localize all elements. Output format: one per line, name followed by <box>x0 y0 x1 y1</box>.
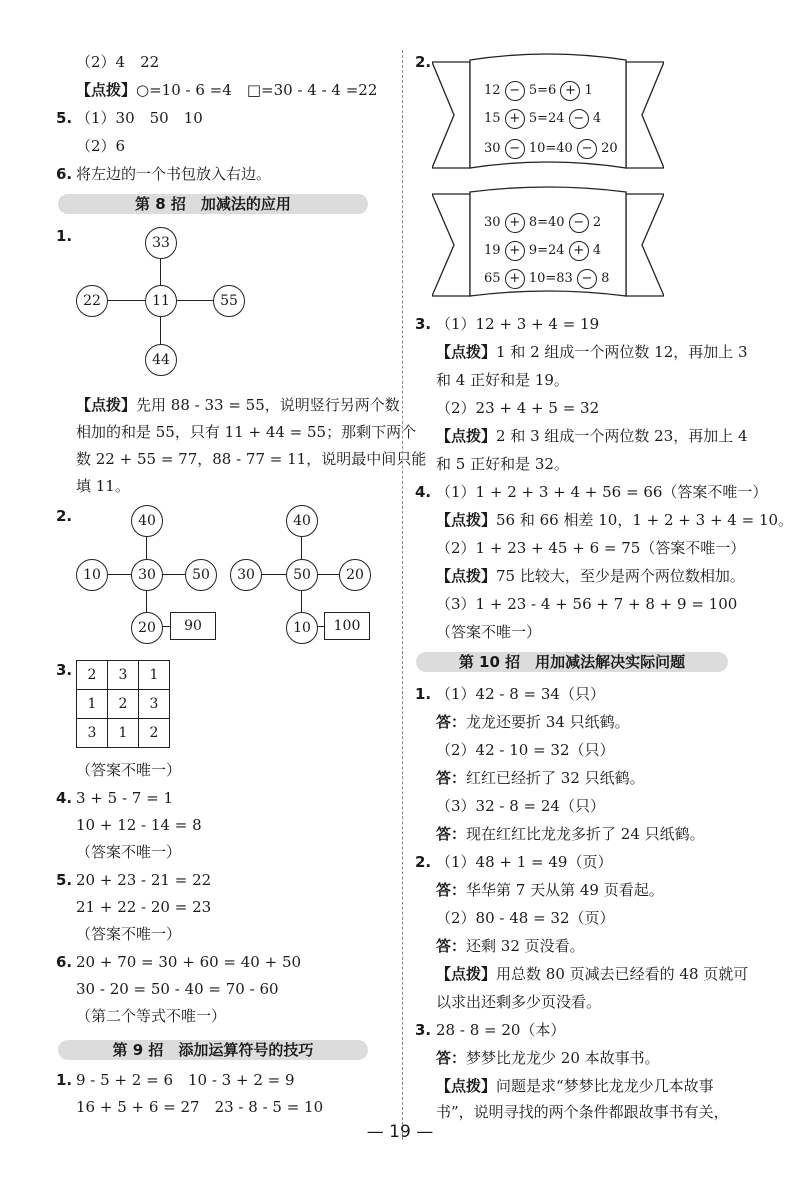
operand: 65 <box>484 271 501 286</box>
hint-line <box>436 510 793 530</box>
answer-tag: 答： <box>436 881 467 899</box>
hint-line: 以求出还剩多少页没看。 <box>436 993 602 1011</box>
hint-text: 2 和 3 组成一个两位数 23，再加上 4 <box>496 427 748 445</box>
question-number: 2. <box>415 853 432 871</box>
operator-circle: − <box>505 81 525 101</box>
hint-text-b: =30 - 4 - 4 =22 <box>261 81 378 99</box>
circle-center: 11 <box>145 285 177 317</box>
note: （答案不唯一） <box>76 925 182 943</box>
answer-text: 还剩 32 页没看。 <box>466 937 585 955</box>
answer-tag: 答： <box>436 937 467 955</box>
operand: 10=83 <box>528 271 573 286</box>
circle-bottom: 44 <box>145 344 177 376</box>
operand: 5=6 <box>528 83 557 98</box>
hint-text-a: =10 - 6 =4 <box>149 81 232 99</box>
question-number: 2. <box>415 53 432 71</box>
answer-line: （2）6 <box>76 137 126 155</box>
note: （答案不唯一） <box>76 761 182 779</box>
equation: （1）12 + 3 + 4 = 19 <box>436 315 600 333</box>
operator-circle: − <box>505 139 525 159</box>
answer-text: 梦梦比龙龙少 20 本故事书。 <box>466 1049 660 1067</box>
operand: 2 <box>592 215 602 230</box>
ribbon-right-tail <box>626 62 664 168</box>
operator-circle: − <box>569 109 589 129</box>
operator-circle: − <box>577 139 597 159</box>
sum-box: 100 <box>324 612 370 640</box>
sum-box: 90 <box>170 612 216 640</box>
equation: （1）1 + 2 + 3 + 4 + 56 = 66（答案不唯一） <box>436 483 768 501</box>
hint-text: 用总数 80 页减去已经看的 48 页就可 <box>496 965 749 983</box>
hint-text: 75 比较大，至少是两个两位数相加。 <box>496 567 745 585</box>
hint-text: 问题是求“梦梦比龙龙少几本故事 <box>496 1077 714 1095</box>
equation: 28 - 8 = 20（本） <box>436 1021 566 1039</box>
hint-tag: 【点拨】 <box>76 396 137 414</box>
equation: 30 - 20 = 50 - 40 = 70 - 60 <box>76 980 279 998</box>
section-header-10: 第 10 招 用加减法解决实际问题 <box>416 652 728 672</box>
operator-circle: − <box>577 269 597 289</box>
circle-left: 10 <box>76 559 108 591</box>
note: （第二个等式不唯一） <box>76 1007 227 1025</box>
answer-line <box>436 768 645 788</box>
hint-line <box>76 395 400 415</box>
operand: 20 <box>601 141 618 156</box>
square-symbol: □ <box>246 81 261 99</box>
equation: （2）23 + 4 + 5 = 32 <box>436 399 600 417</box>
operand: 30 <box>484 215 501 230</box>
operand: 4 <box>592 111 602 126</box>
grid-cell: 1 <box>77 690 108 719</box>
equation: （3）1 + 23 - 4 + 56 + 7 + 8 + 9 = 100 <box>436 595 738 613</box>
hint-tag: 【点拨】 <box>436 511 497 529</box>
hint-line <box>436 1076 714 1096</box>
question-number: 3. <box>415 315 432 333</box>
operand: 30 <box>484 141 501 156</box>
answer-tag: 答： <box>436 769 467 787</box>
equation: 9 - 5 + 2 = 6 10 - 3 + 2 = 9 <box>76 1071 295 1089</box>
banner-row <box>484 80 593 102</box>
operand: 12 <box>484 83 501 98</box>
answer-tag: 答： <box>436 1049 467 1067</box>
question-number: 2. <box>56 507 73 525</box>
equation: （1）42 - 8 = 34（只） <box>436 685 605 703</box>
hint-line: 和 4 正好和是 19。 <box>436 371 569 389</box>
answer-text: 红红已经折了 32 只纸鹤。 <box>466 769 645 787</box>
question-number: 3. <box>56 661 73 679</box>
answer-tag: 答： <box>436 713 467 731</box>
left-line-1: （2）4 22 <box>76 53 160 71</box>
equation: （3）32 - 8 = 24（只） <box>436 797 605 815</box>
circle-center: 30 <box>131 559 163 591</box>
hint-tag: 【点拨】 <box>436 1077 497 1095</box>
answer-line <box>436 936 585 956</box>
answer-line: 将左边的一个书包放入右边。 <box>76 165 272 183</box>
hint-tag: 【点拨】 <box>436 965 497 983</box>
question-number: 4. <box>415 483 432 501</box>
banner-row <box>484 138 618 160</box>
question-number: 1. <box>56 1071 73 1089</box>
question-number: 5. <box>56 109 73 127</box>
hint-text: 56 和 66 相差 10，1 + 2 + 3 + 4 = 10。 <box>496 511 794 529</box>
answer-tag: 答： <box>436 825 467 843</box>
circle-top: 33 <box>145 227 177 259</box>
banner-row <box>484 212 601 234</box>
operand: 8=40 <box>528 215 565 230</box>
banner-row <box>484 268 609 290</box>
question-number: 3. <box>415 1021 432 1039</box>
hint-tag: 【点拨】 <box>436 567 497 585</box>
ribbon-right-tail <box>626 194 664 296</box>
operand: 5=24 <box>528 111 565 126</box>
note: （答案不唯一） <box>76 843 182 861</box>
grid-cell: 2 <box>77 661 108 690</box>
circle-left: 22 <box>76 285 108 317</box>
number-grid <box>76 660 170 748</box>
hint-line <box>436 342 748 362</box>
operator-circle: + <box>560 81 580 101</box>
equation: 16 + 5 + 6 = 27 23 - 8 - 5 = 10 <box>76 1098 324 1116</box>
hint-line <box>436 566 745 586</box>
hint-line: 填 11。 <box>76 477 130 495</box>
operator-circle: − <box>569 213 589 233</box>
hint-line <box>436 964 748 984</box>
page-number: — 19 — <box>366 1122 434 1142</box>
answer-text: 华华第 7 天从第 49 页看起。 <box>466 881 664 899</box>
column-divider <box>402 50 403 1140</box>
banner-row <box>484 240 601 262</box>
operator-circle: + <box>505 213 525 233</box>
operand: 9=24 <box>528 243 565 258</box>
circle-right: 50 <box>185 559 217 591</box>
circle-symbol: ○ <box>136 81 150 99</box>
hint-tag: 【点拨】 <box>436 427 497 445</box>
ribbon-left-tail <box>432 194 470 296</box>
equation: （2）1 + 23 + 45 + 6 = 75（答案不唯一） <box>436 539 746 557</box>
hint-text: 1 和 2 组成一个两位数 12，再加上 3 <box>496 343 748 361</box>
equation: 21 + 22 - 20 = 23 <box>76 898 212 916</box>
operand: 1 <box>584 83 593 98</box>
hint-line <box>76 80 377 100</box>
hint-line: 数 22 + 55 = 77，88 - 77 = 11，说明最中间只能 <box>76 450 427 468</box>
grid-cell: 3 <box>108 661 139 690</box>
hint-text: 先用 88 - 33 = 55，说明竖行另两个数 <box>136 396 400 414</box>
operand: 8 <box>601 271 610 286</box>
answer-line <box>436 712 630 732</box>
hint-line <box>436 426 748 446</box>
equation: （2）80 - 48 = 32（页） <box>436 909 615 927</box>
grid-cell: 1 <box>108 719 139 748</box>
answer-line: （1）30 50 10 <box>76 109 203 127</box>
equation: 10 + 12 - 14 = 8 <box>76 816 202 834</box>
circle-center: 50 <box>286 559 318 591</box>
hint-line: 相加的和是 55，只有 11 + 44 = 55；那剩下两个 <box>76 423 417 441</box>
operand: 4 <box>592 243 602 258</box>
ribbon-left-tail <box>432 62 470 168</box>
equation: 3 + 5 - 7 = 1 <box>76 789 173 807</box>
circle-left: 30 <box>230 559 262 591</box>
operand: 19 <box>484 243 501 258</box>
section-header-8: 第 8 招 加减法的应用 <box>58 194 368 214</box>
operator-circle: + <box>505 241 525 261</box>
operand: 15 <box>484 111 501 126</box>
section-header-9: 第 9 招 添加运算符号的技巧 <box>58 1040 368 1060</box>
answer-line <box>436 880 664 900</box>
banner-row <box>484 108 601 130</box>
circle-right: 20 <box>339 559 371 591</box>
answer-line <box>436 824 705 844</box>
operator-circle: + <box>505 109 525 129</box>
question-number: 6. <box>56 953 73 971</box>
hint-tag: 【点拨】 <box>76 81 137 99</box>
grid-cell: 3 <box>77 719 108 748</box>
hint-tag: 【点拨】 <box>436 343 497 361</box>
hint-line: 和 5 正好和是 32。 <box>436 455 569 473</box>
operator-circle: + <box>569 241 589 261</box>
question-number: 5. <box>56 871 73 889</box>
grid-cell: 3 <box>139 690 170 719</box>
answer-line <box>436 1048 660 1068</box>
circle-top: 40 <box>131 505 163 537</box>
grid-cell: 1 <box>139 661 170 690</box>
answer-text: 龙龙还要折 34 只纸鹤。 <box>466 713 630 731</box>
question-number: 6. <box>56 165 73 183</box>
circle-bottom: 20 <box>131 612 163 644</box>
circle-bottom: 10 <box>286 612 318 644</box>
equation: 20 + 23 - 21 = 22 <box>76 871 212 889</box>
answer-text: 现在红红比龙龙多折了 24 只纸鹤。 <box>466 825 705 843</box>
circle-right: 55 <box>213 285 245 317</box>
equation: （2）42 - 10 = 32（只） <box>436 741 615 759</box>
hint-line: 书”，说明寻找的两个条件都跟故事书有关， <box>436 1103 729 1121</box>
question-number: 4. <box>56 789 73 807</box>
operand: 10=40 <box>528 141 573 156</box>
note: （答案不唯一） <box>436 623 542 641</box>
question-number: 1. <box>415 685 432 703</box>
grid-cell: 2 <box>139 719 170 748</box>
question-number: 1. <box>56 227 73 245</box>
circle-top: 40 <box>286 505 318 537</box>
operator-circle: + <box>505 269 525 289</box>
grid-cell: 2 <box>108 690 139 719</box>
equation: 20 + 70 = 30 + 60 = 40 + 50 <box>76 953 302 971</box>
equation: （1）48 + 1 = 49（页） <box>436 853 613 871</box>
